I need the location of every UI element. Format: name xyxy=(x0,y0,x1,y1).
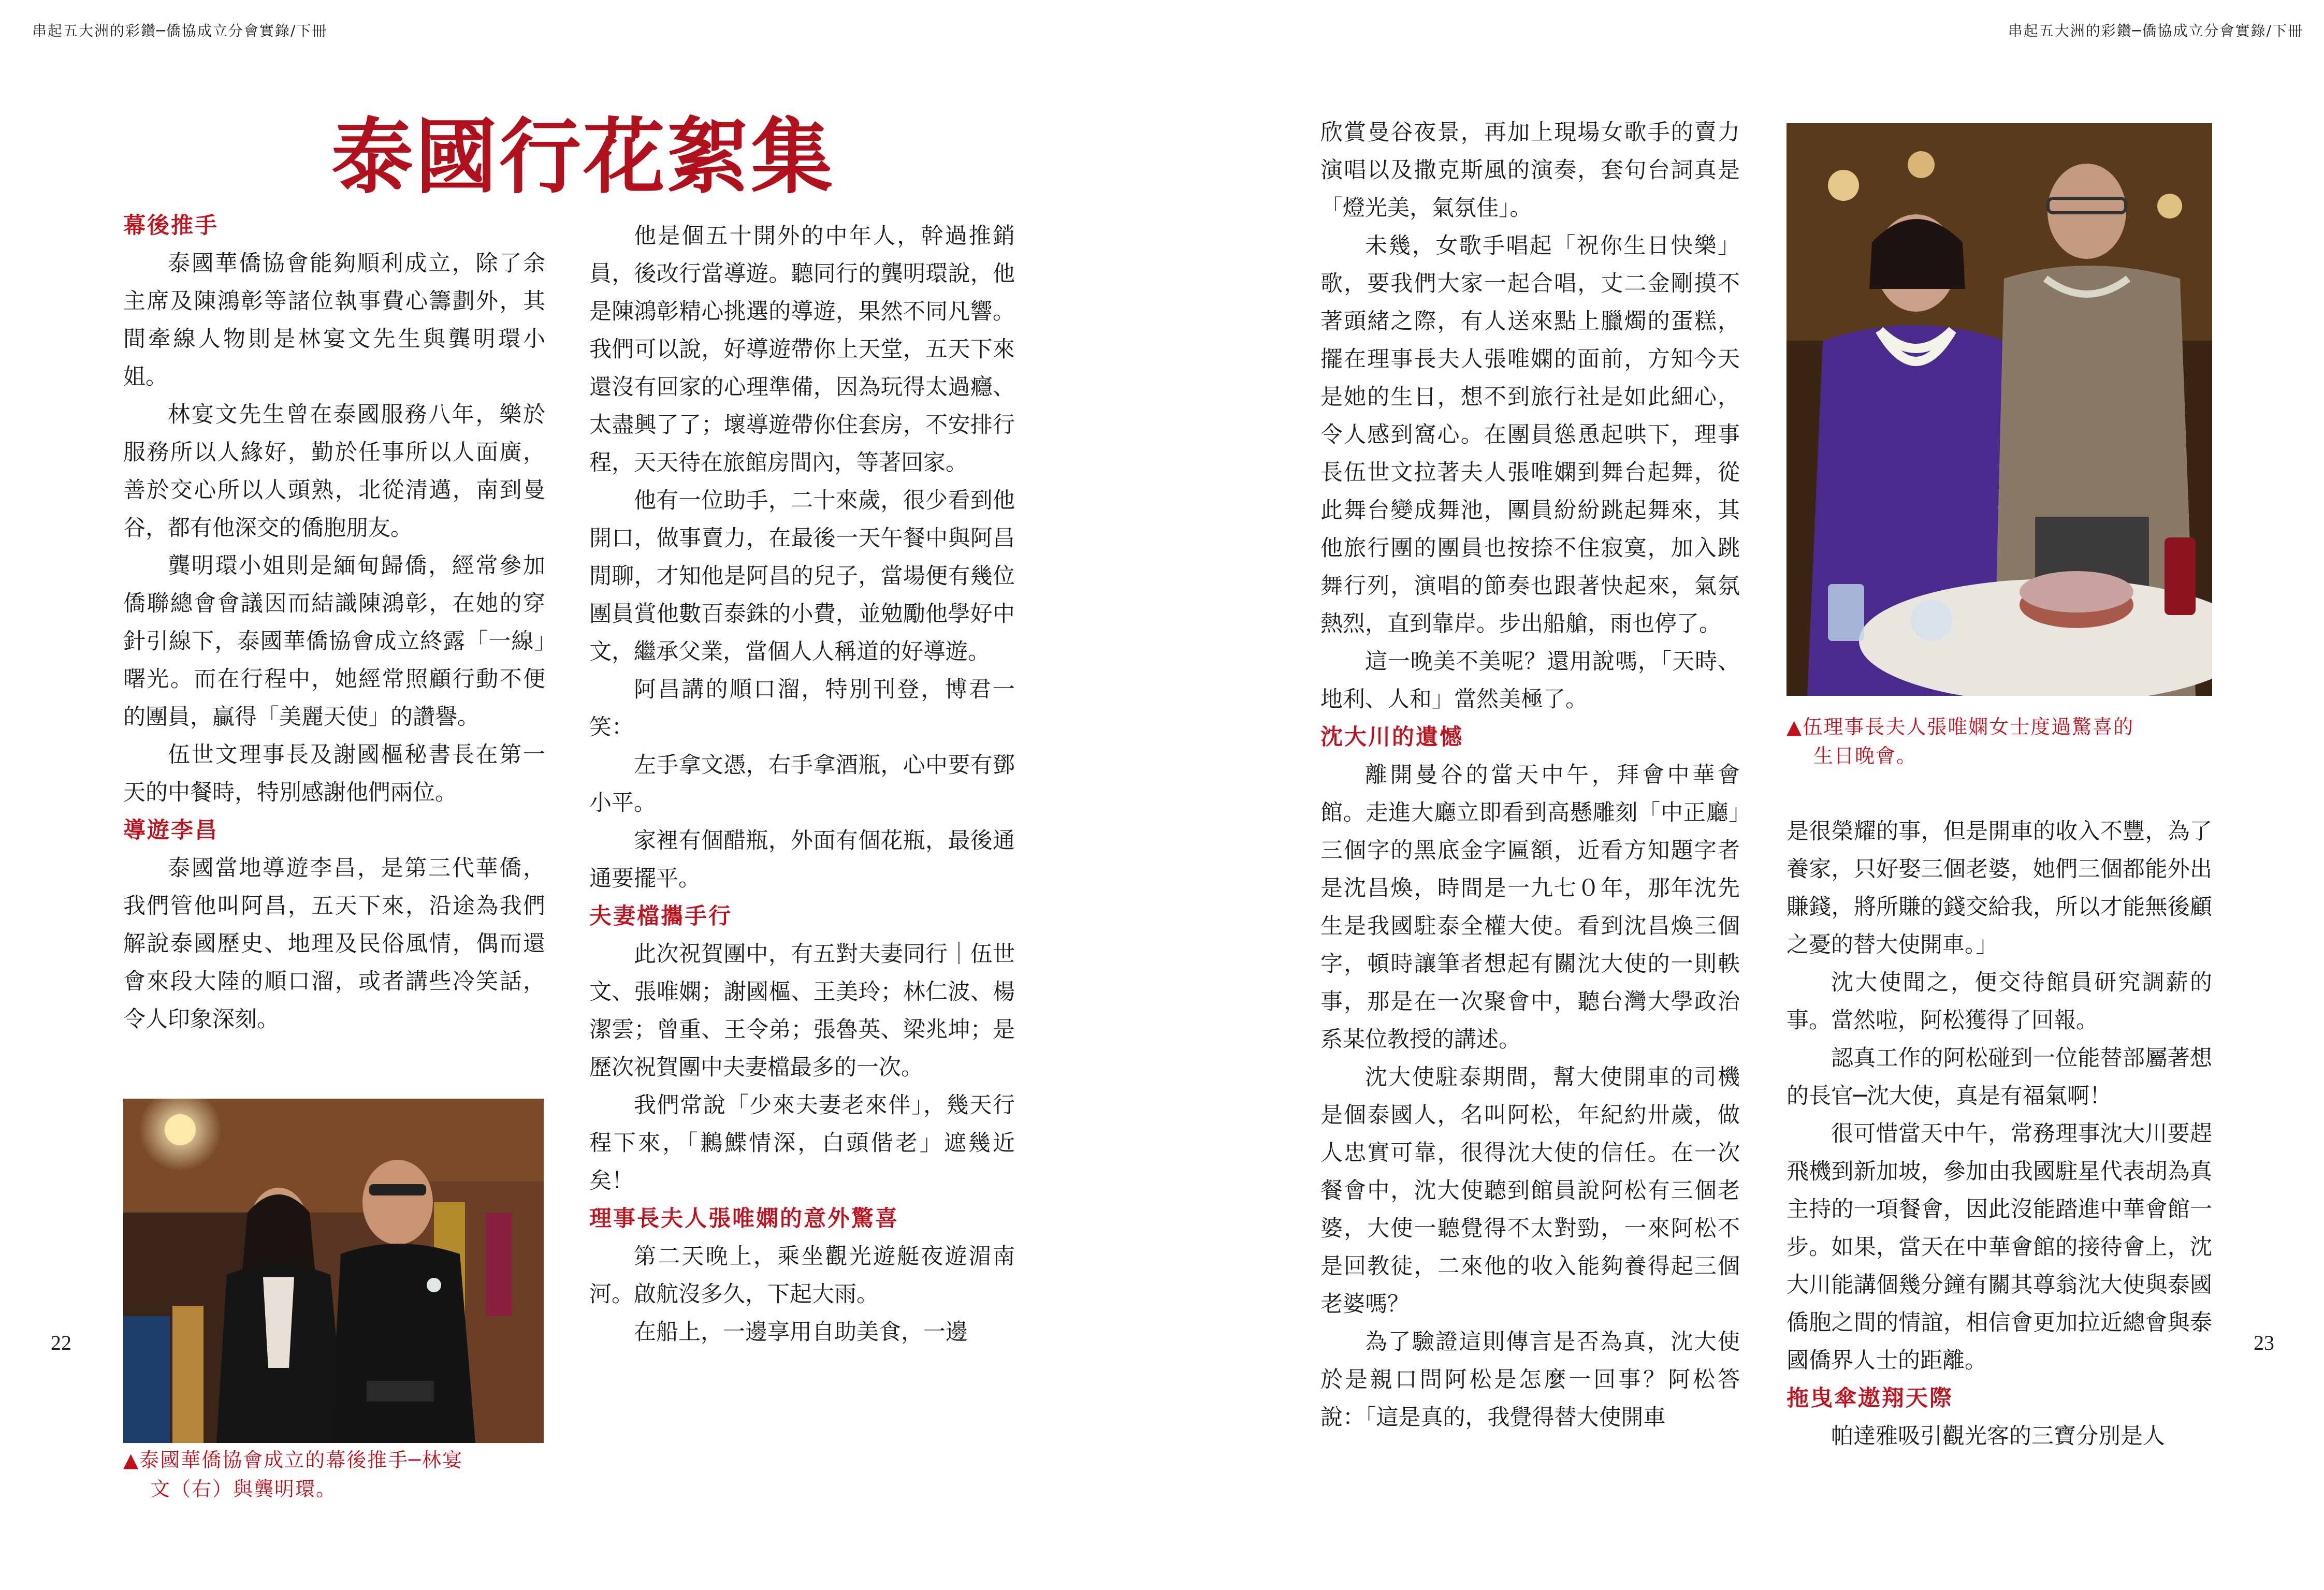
triangle-marker: ▲ xyxy=(123,1449,140,1471)
section-heading-daoyou: 導遊李昌 xyxy=(123,818,219,843)
paragraph: 泰國華僑協會能夠順利成立，除了余主席及陳鴻彰等諸位執事費心籌劃外，其間牽線人物則是林宴文先生與龔明環小姐。 xyxy=(123,251,545,390)
column-4 xyxy=(1786,813,2212,1455)
paragraph: 離開曼谷的當天中午，拜會中華會館。走進大廳立即看到高懸雕刻「中正廳」三個字的黑底金字匾額，近看方知題字者是沈昌煥，時間是一九七０年，那年沈先生是我國駐泰全權大使。看到沈昌煥三個字，頓時讓筆者想起有關沈大使的一則軼事，那是在一次聚會中，聽台灣大學政治系某位教授的講述。 xyxy=(1320,762,1740,1053)
photo-caption-right xyxy=(1786,712,2216,770)
paragraph: 他是個五十開外的中年人，幹過推銷員，後改行當導遊。聽同行的龔明環說，他是陳鴻彰精心挑選的導遊，果然不同凡響。我們可以說，好導遊帶你上天堂，五天下來還沒有回家的心理準備，因為玩得太過癮、太盡興了了；壞導遊帶你住套房，不安排行程，天天待在旅館房間內，等著回家。 xyxy=(589,223,1015,476)
triangle-marker: ▲ xyxy=(1786,716,1803,738)
caption-text: 伍理事長夫人張唯嫻女士度過驚喜的 xyxy=(1803,716,2134,738)
photo-image xyxy=(1786,123,2212,696)
paragraph: 林宴文先生曾在泰國服務八年，樂於服務所以人緣好，勤於任事所以人面廣，善於交心所以人頭熟，北從清邁，南到曼谷，都有他深交的僑胞朋友。 xyxy=(123,402,545,541)
paragraph: 阿昌講的順口溜，特別刊登，博君一笑： xyxy=(589,677,1015,740)
caption-line xyxy=(123,1446,553,1475)
paragraph: 左手拿文憑，右手拿酒瓶，心中要有鄧小平。 xyxy=(589,752,1015,816)
caption-line xyxy=(1786,712,2216,741)
caption-text: 泰國華僑協會成立的幕後推手─林宴 xyxy=(139,1449,463,1471)
paragraph: 伍世文理事長及謝國樞秘書長在第一天的中餐時，特別感謝他們兩位。 xyxy=(123,742,545,806)
section-heading-fuqi: 夫妻檔攜手行 xyxy=(589,903,732,929)
paragraph: 欣賞曼谷夜景，再加上現場女歌手的賣力演唱以及撒克斯風的演奏，套句台詞真是「燈光美，氣氛佳」。 xyxy=(1320,120,1740,221)
page-number-left: 22 xyxy=(51,1331,71,1354)
paragraph: 很可惜當天中午，常務理事沈大川要趕飛機到新加坡，參加由我國駐星代表胡為真主持的一項餐會，因此沒能踏進中華會館一步。如果，當天在中華會館的接待會上，沈大川能講個幾分鐘有關其尊翁沈大使與泰國僑胞之間的情誼，相信會更加拉近總會與泰國僑界人士的距離。 xyxy=(1786,1121,2212,1374)
photo-image xyxy=(123,1099,544,1443)
paragraph: 為了驗證這則傳言是否為真，沈大使於是親口問阿松是怎麼一回事？阿松答說：「這是真的，我覺得替大使開車 xyxy=(1320,1329,1740,1431)
photo-birthday-party xyxy=(1786,123,2212,696)
paragraph: 龔明環小姐則是緬甸歸僑，經常參加僑聯總會會議因而結識陳鴻彰，在她的穿針引線下，泰國華僑協會成立終露「一線」曙光。而在行程中，她經常照顧行動不便的團員，贏得「美麗天使」的讚譽。 xyxy=(123,553,545,730)
paragraph: 此次祝賀團中，有五對夫妻同行｜伍世文、張唯嫻；謝國樞、王美玲；林仁波、楊潔雲；曾重、王令弟；張魯英、梁兆坤；是歷次祝賀團中夫妻檔最多的一次。 xyxy=(589,941,1015,1081)
paragraph: 帕達雅吸引觀光客的三寶分別是人 xyxy=(1831,1423,2165,1449)
section-heading-mubao: 幕後推手 xyxy=(123,213,219,239)
section-heading-tuoye: 拖曳傘遨翔天際 xyxy=(1786,1385,1953,1411)
paragraph: 沈大使駐泰期間，幫大使開車的司機是個泰國人，名叫阿松，年紀約卅歲，做人忠實可靠，很得沈大使的信任。在一次餐會中，沈大使聽到館員說阿松有三個老婆，大使一聽覺得不太對勁，一來阿松不是回教徒，二來他的收入能夠養得起三個老婆嗎？ xyxy=(1320,1064,1740,1317)
paragraph: 泰國當地導遊李昌，是第三代華僑，我們管他叫阿昌，五天下來，沿途為我們解說泰國歷史、地理及民俗風情，偶而還會來段大陸的順口溜，或者講些冷笑話，令人印象深刻。 xyxy=(123,855,545,1032)
paragraph: 是很榮耀的事，但是開車的收入不豐，為了養家，只好娶三個老婆，她們三個都能外出賺錢，將所賺的錢交給我，所以才能無後顧之憂的替大使開車。」 xyxy=(1786,819,2212,958)
section-heading-surprise: 理事長夫人張唯嫻的意外驚喜 xyxy=(589,1206,899,1232)
running-head-right: 串起五大洲的彩鑽─僑協成立分會實錄/下冊 xyxy=(2008,22,2303,39)
caption-line: 生日晚會。 xyxy=(1813,745,1918,767)
page-title: 泰國行花絮集 xyxy=(331,110,835,205)
column-1 xyxy=(123,207,545,1039)
paragraph: 在船上，一邊享用自助美食，一邊 xyxy=(634,1319,968,1345)
paragraph: 我們常說「少來夫妻老來伴」，幾天行程下來，「鶼鰈情深，白頭偕老」遮幾近矣！ xyxy=(589,1092,1015,1194)
paragraph: 他有一位助手，二十來歲，很少看到他開口，做事賣力，在最後一天午餐中與阿昌閒聊，才知他是阿昌的兒子，當場便有幾位團員賞他數百泰銖的小費，並勉勵他學好中文，繼承父業，當個人人稱道的好導遊。 xyxy=(589,488,1015,665)
paragraph: 未幾，女歌手唱起「祝你生日快樂」歌，要我們大家一起合唱，丈二金剛摸不著頭緒之際，有人送來點上臘燭的蛋糕，擺在理事長夫人張唯嫻的面前，方知今天是她的生日，想不到旅行社是如此細心，令人感到窩心。在團員慫恿起哄下，理事長伍世文拉著夫人張唯嫻到舞台起舞，從此舞台變成舞池，團員紛紛跳起舞來，其他旅行團的團員也按捺不住寂寞，加入跳舞行列，演唱的節奏也跟著快起來，氣氛熱烈，直到靠岸。步出船艙，雨也停了。 xyxy=(1320,233,1740,637)
section-heading-shen: 沈大川的遺憾 xyxy=(1320,724,1463,750)
paragraph: 沈大使聞之，便交待館員研究調薪的事。當然啦，阿松獲得了回報。 xyxy=(1786,970,2212,1033)
page-number-right: 23 xyxy=(2254,1331,2274,1354)
running-head-left: 串起五大洲的彩鑽─僑協成立分會實錄/下冊 xyxy=(32,22,328,39)
paragraph: 家裡有個醋瓶，外面有個花瓶，最後通通要擺平。 xyxy=(589,828,1015,892)
caption-line: 文（右）與龔明環。 xyxy=(150,1478,337,1500)
paragraph: 這一晚美不美呢？還用說嗎，「天時、地利、人和」當然美極了。 xyxy=(1320,649,1740,712)
photo-lin-and-gong xyxy=(123,1099,544,1443)
photo-caption-left xyxy=(123,1446,553,1504)
column-3 xyxy=(1320,114,1740,1437)
paragraph: 第二天晚上，乘坐觀光遊艇夜遊湄南河。啟航沒多久，下起大雨。 xyxy=(589,1244,1015,1307)
column-2 xyxy=(589,217,1015,1351)
paragraph: 認真工作的阿松碰到一位能替部屬著想的長官─沈大使，真是有福氣啊！ xyxy=(1786,1045,2212,1109)
